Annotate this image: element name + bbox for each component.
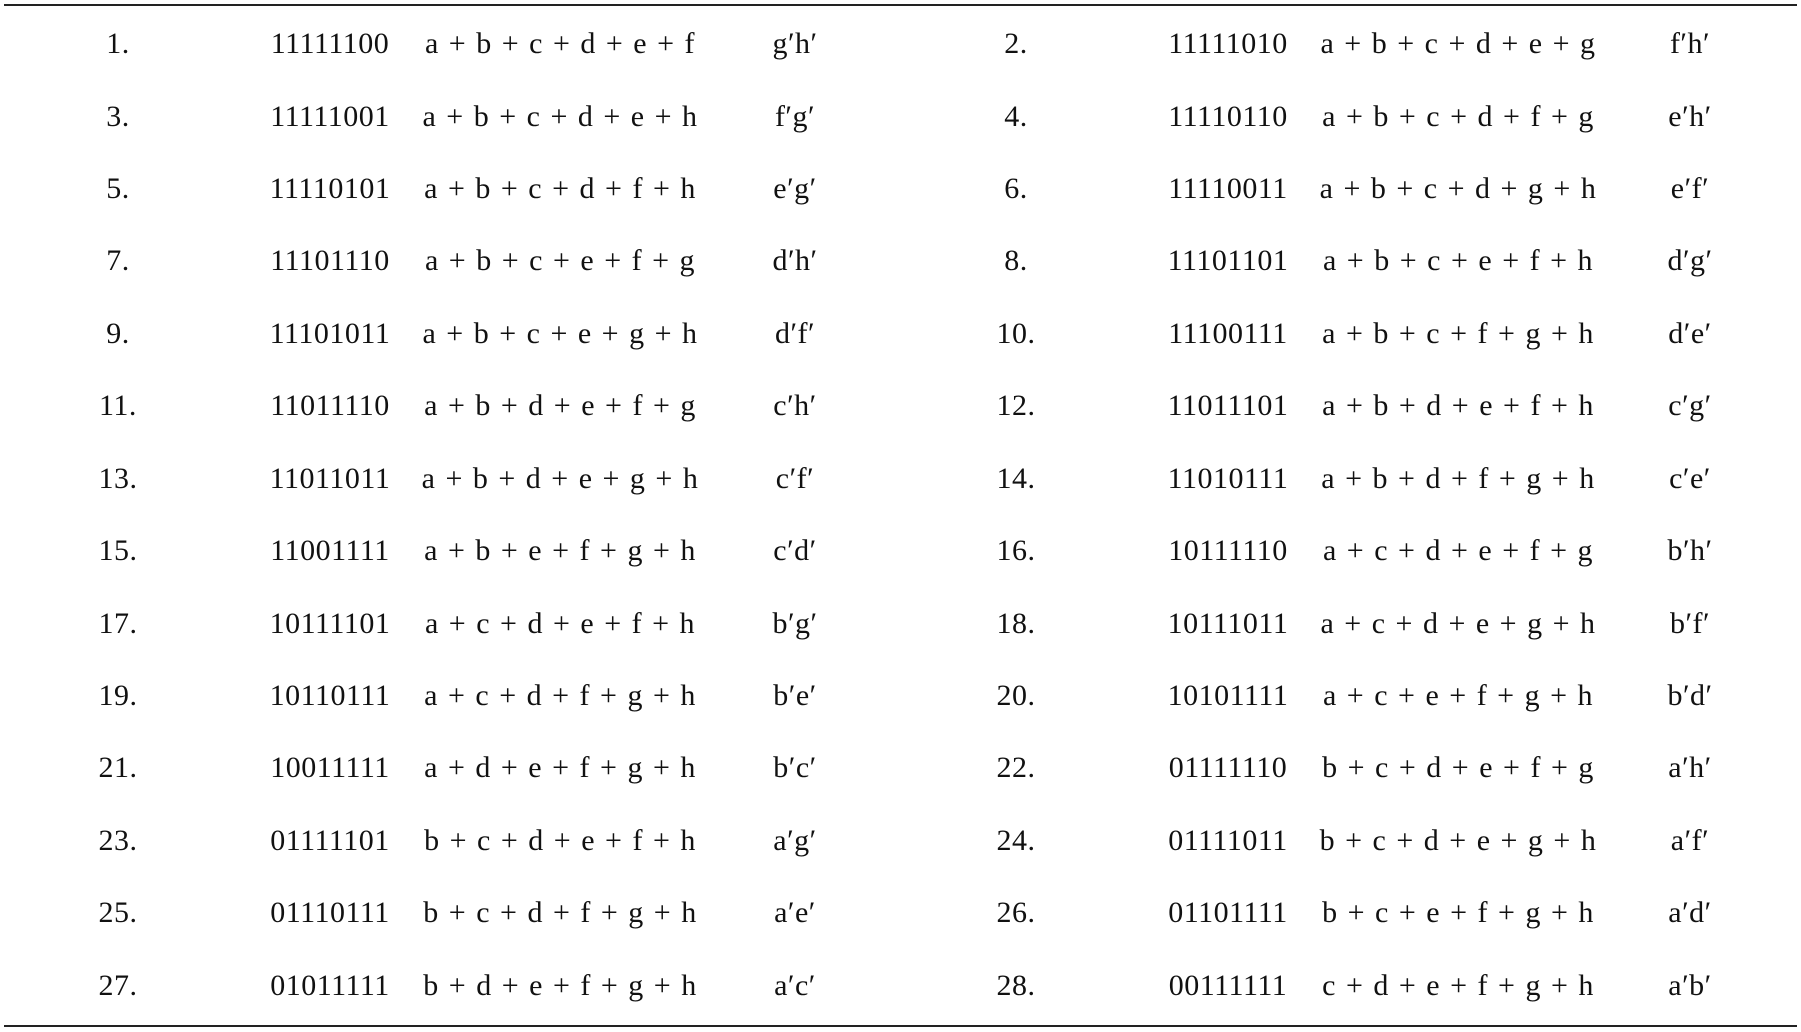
left-entry-complement: c′d′ [773, 534, 817, 568]
table-row [0, 443, 1801, 515]
right-entry-index: 16. [996, 534, 1036, 568]
table-row [0, 153, 1801, 225]
left-entry-binary: 11001111 [270, 534, 390, 568]
right-entry-expression: a + b + c + f + g + h [1322, 316, 1594, 350]
left-entry-index: 25. [98, 896, 138, 930]
right-entry-complement: a′d′ [1668, 896, 1712, 930]
right-entry-index: 14. [996, 461, 1036, 495]
right-entry-index: 10. [996, 316, 1036, 350]
table-row [0, 732, 1801, 804]
left-entry-index: 9. [106, 316, 130, 350]
right-entry-index: 4. [1004, 99, 1028, 133]
right-entry-binary: 11100111 [1168, 316, 1288, 350]
right-entry-binary: 11011101 [1167, 389, 1289, 423]
right-entry-index: 24. [996, 823, 1036, 857]
left-entry-complement: f′g′ [774, 99, 816, 133]
right-entry-expression: b + c + d + e + g + h [1319, 823, 1597, 857]
right-entry-expression: b + c + e + f + g + h [1322, 896, 1594, 930]
left-entry-expression: a + c + d + f + g + h [424, 679, 696, 712]
right-entry-index: 26. [996, 896, 1036, 930]
left-entry-expression: a + c + d + e + f + h [424, 606, 696, 640]
table-row [0, 805, 1801, 877]
left-entry-binary: 01110111 [270, 896, 390, 930]
right-entry-index: 20. [996, 679, 1036, 712]
right-entry-expression: a + b + c + d + g + h [1319, 172, 1597, 206]
left-entry-expression: a + b + c + d + f + h [424, 172, 696, 206]
left-entry-complement: c′h′ [773, 389, 817, 423]
left-entry-binary: 11011110 [270, 389, 390, 423]
right-entry-binary: 11111010 [1168, 27, 1288, 61]
right-entry-complement: e′h′ [1668, 99, 1712, 133]
left-entry-binary: 10111101 [269, 606, 391, 640]
left-entry-complement: b′e′ [773, 679, 817, 712]
right-entry-complement: d′g′ [1667, 244, 1713, 278]
right-entry-binary: 10101111 [1167, 679, 1289, 712]
right-entry-binary: 00111111 [1168, 968, 1288, 1002]
left-entry-index: 7. [106, 244, 130, 278]
table-bottom-rule [4, 1025, 1797, 1027]
right-entry-complement: c′e′ [1669, 461, 1711, 495]
right-entry-expression: b + c + d + e + f + g [1322, 751, 1594, 785]
left-entry-expression: a + b + c + e + g + h [422, 316, 698, 350]
right-entry-expression: a + c + e + f + g + h [1322, 679, 1594, 712]
right-entry-binary: 01111011 [1168, 823, 1288, 857]
left-entry-complement: c′f′ [775, 461, 815, 495]
left-entry-binary: 11101110 [270, 244, 390, 278]
right-entry-index: 8. [1004, 244, 1028, 278]
left-entry-expression: a + b + c + d + e + h [422, 99, 698, 133]
table-row [0, 660, 1801, 732]
left-entry-binary: 11111100 [270, 27, 390, 61]
left-entry-binary: 11101011 [269, 316, 391, 350]
right-entry-index: 12. [996, 389, 1036, 423]
right-entry-expression: a + c + d + e + g + h [1320, 606, 1596, 640]
left-entry-binary: 10110111 [269, 679, 391, 712]
table-row [0, 80, 1801, 152]
left-entry-binary: 11110101 [269, 172, 391, 206]
right-entry-index: 2. [1004, 27, 1028, 61]
table-body [0, 8, 1801, 1022]
left-entry-index: 13. [98, 461, 138, 495]
left-entry-complement: b′g′ [772, 606, 818, 640]
left-entry-expression: a + b + d + e + f + g [424, 389, 696, 423]
right-entry-complement: a′f′ [1670, 823, 1710, 857]
right-entry-binary: 01101111 [1168, 896, 1288, 930]
right-entry-complement: a′b′ [1668, 968, 1712, 1002]
left-entry-expression: b + c + d + f + g + h [423, 896, 697, 930]
left-entry-index: 15. [98, 534, 138, 568]
left-entry-complement: a′e′ [774, 896, 816, 930]
table-row [0, 225, 1801, 297]
left-entry-expression: b + c + d + e + f + h [424, 823, 696, 857]
right-entry-binary: 10111011 [1167, 606, 1289, 640]
table-row [0, 298, 1801, 370]
left-entry-complement: g′h′ [772, 27, 818, 61]
left-entry-complement: a′c′ [774, 968, 816, 1002]
left-entry-binary: 10011111 [270, 751, 390, 785]
left-entry-complement: d′h′ [772, 244, 818, 278]
left-entry-expression: a + b + c + e + f + g [424, 244, 696, 278]
right-entry-complement: b′d′ [1667, 679, 1713, 712]
table-row [0, 587, 1801, 659]
left-entry-complement: a′g′ [773, 823, 817, 857]
right-entry-complement: f′h′ [1669, 27, 1711, 61]
right-entry-binary: 11101101 [1167, 244, 1289, 278]
left-entry-binary: 11111001 [270, 99, 390, 133]
left-entry-index: 11. [99, 389, 137, 423]
right-entry-complement: b′h′ [1667, 534, 1713, 568]
right-entry-expression: c + d + e + f + g + h [1322, 968, 1594, 1002]
right-entry-index: 6. [1004, 172, 1028, 206]
left-entry-expression: a + d + e + f + g + h [424, 751, 696, 785]
right-entry-index: 22. [996, 751, 1036, 785]
left-entry-expression: a + b + e + f + g + h [424, 534, 696, 568]
right-entry-binary: 11110011 [1168, 172, 1288, 206]
left-entry-index: 27. [98, 968, 138, 1002]
right-entry-index: 18. [996, 606, 1036, 640]
left-entry-index: 19. [98, 679, 138, 712]
right-entry-expression: a + b + c + e + f + h [1322, 244, 1594, 278]
table-row [0, 8, 1801, 80]
left-entry-binary: 11011011 [269, 461, 391, 495]
left-entry-complement: b′c′ [773, 751, 817, 785]
left-entry-index: 3. [106, 99, 130, 133]
left-entry-binary: 01011111 [270, 968, 390, 1002]
right-entry-complement: a′h′ [1668, 751, 1712, 785]
right-entry-expression: a + b + c + d + e + g [1320, 27, 1596, 61]
left-entry-complement: d′f′ [774, 316, 816, 350]
left-entry-expression: a + b + c + d + e + f [424, 27, 696, 61]
left-entry-index: 17. [98, 606, 138, 640]
left-entry-complement: e′g′ [773, 172, 817, 206]
right-entry-index: 28. [996, 968, 1036, 1002]
left-entry-index: 5. [106, 172, 130, 206]
right-entry-complement: d′e′ [1668, 316, 1712, 350]
left-entry-expression: b + d + e + f + g + h [423, 968, 697, 1002]
right-entry-binary: 10111110 [1168, 534, 1288, 568]
table-top-rule [4, 4, 1797, 6]
left-entry-index: 21. [98, 751, 138, 785]
table-row [0, 515, 1801, 587]
right-entry-expression: a + b + d + e + f + h [1322, 389, 1594, 423]
left-entry-index: 23. [98, 823, 138, 857]
table-row [0, 949, 1801, 1021]
right-entry-binary: 11010111 [1167, 461, 1289, 495]
right-entry-complement: b′f′ [1669, 606, 1711, 640]
left-entry-binary: 01111101 [270, 823, 390, 857]
right-entry-complement: c′g′ [1668, 389, 1712, 423]
table-row [0, 370, 1801, 442]
right-entry-binary: 01111110 [1168, 751, 1288, 785]
right-entry-expression: a + b + c + d + f + g [1322, 99, 1594, 133]
table-row [0, 877, 1801, 949]
right-entry-complement: e′f′ [1670, 172, 1710, 206]
right-entry-expression: a + b + d + f + g + h [1321, 461, 1595, 495]
left-entry-expression: a + b + d + e + g + h [421, 461, 699, 495]
right-entry-binary: 11110110 [1168, 99, 1288, 133]
left-entry-index: 1. [106, 27, 130, 61]
right-entry-expression: a + c + d + e + f + g [1322, 534, 1594, 568]
